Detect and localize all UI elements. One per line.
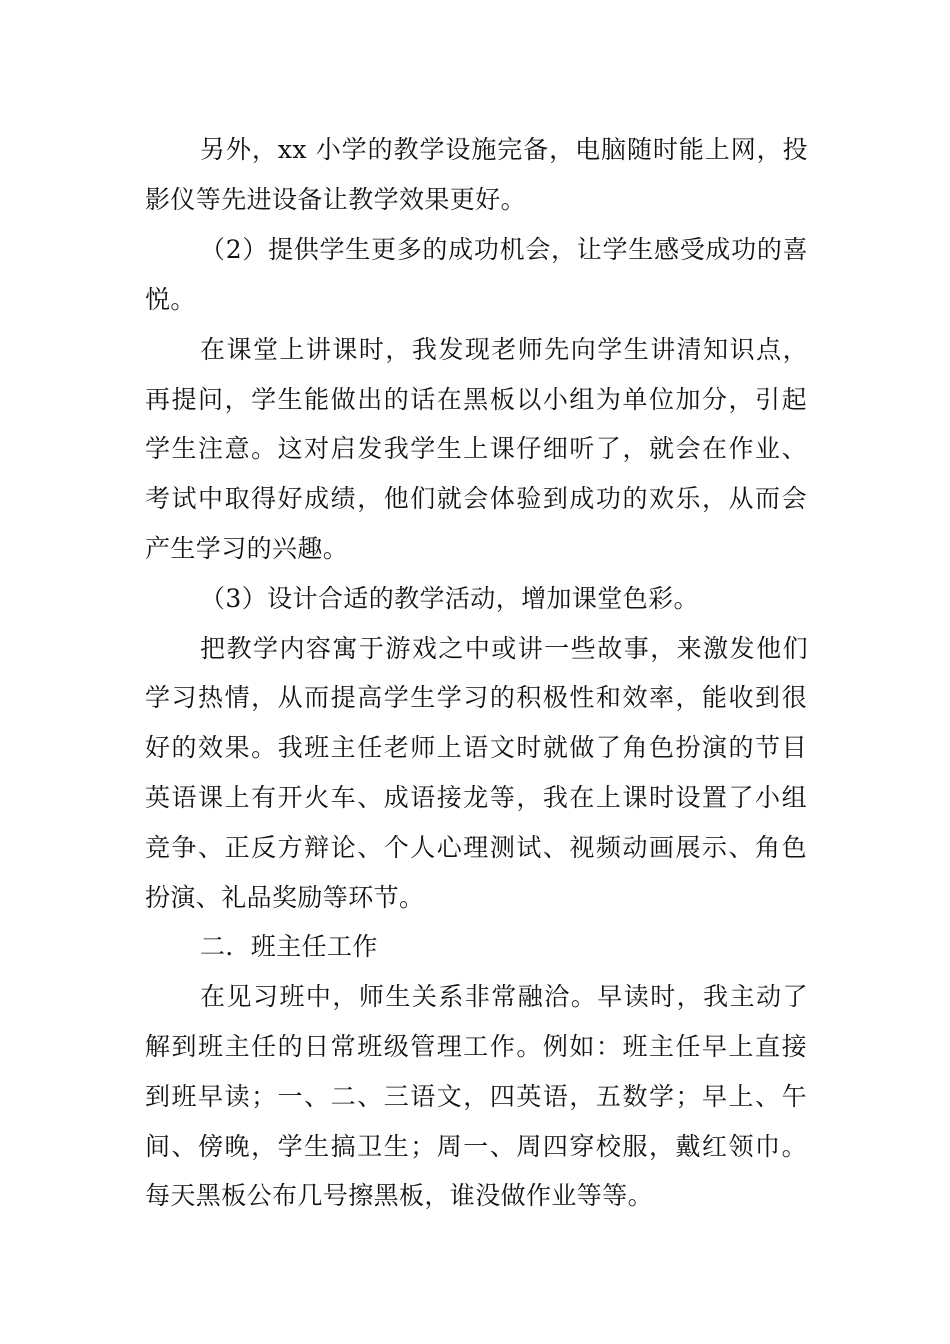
text-line: 每天黑板公布几号擦黑板，谁没做作业等等。 xyxy=(145,1181,654,1210)
text-line: 好的效果。我班主任老师上语文时就做了角色扮演的节目 xyxy=(145,733,807,762)
text-line: 影仪等先进设备让教学效果更好。 xyxy=(145,185,527,214)
text-line: 在课堂上讲课时，我发现老师先向学生讲清知识点， xyxy=(200,335,808,364)
text-line: 再提问，学生能做出的话在黑板以小组为单位加分，引起 xyxy=(145,385,807,414)
text-line: 学生注意。这对启发我学生上课仔细听了，就会在作业、 xyxy=(145,434,807,463)
section-heading: 二．班主任工作 xyxy=(200,932,378,961)
text-line: 扮演、礼品奖励等环节。 xyxy=(145,883,425,912)
text-line: 在见习班中，师生关系非常融洽。早读时，我主动了 xyxy=(200,982,808,1011)
text-line: 另外，xx 小学的教学设施完备，电脑随时能上网，投 xyxy=(200,135,808,164)
text-line: 到班早读；一、二、三语文，四英语，五数学；早上、午 xyxy=(145,1082,807,1111)
text-line: 悦。 xyxy=(145,285,196,314)
text-line: 产生学习的兴趣。 xyxy=(145,534,349,563)
text-line: 学习热情，从而提高学生学习的积极性和效率，能收到很 xyxy=(145,683,807,712)
text-line: 英语课上有开火车、成语接龙等，我在上课时设置了小组 xyxy=(145,783,807,812)
text-line: 解到班主任的日常班级管理工作。例如：班主任早上直接 xyxy=(145,1032,807,1061)
text-line: 间、傍晚，学生搞卫生；周一、周四穿校服，戴红领巾。 xyxy=(145,1132,807,1161)
text-line: 竞争、正反方辩论、个人心理测试、视频动画展示、角色 xyxy=(145,833,807,862)
section-heading: （2）提供学生更多的成功机会，让学生感受成功的喜 xyxy=(200,235,808,264)
text-line: 把教学内容寓于游戏之中或讲一些故事，来激发他们 xyxy=(200,634,808,663)
section-heading: （3）设计合适的教学活动，增加课堂色彩。 xyxy=(200,584,699,613)
text-line: 考试中取得好成绩，他们就会体验到成功的欢乐，从而会 xyxy=(145,484,807,513)
